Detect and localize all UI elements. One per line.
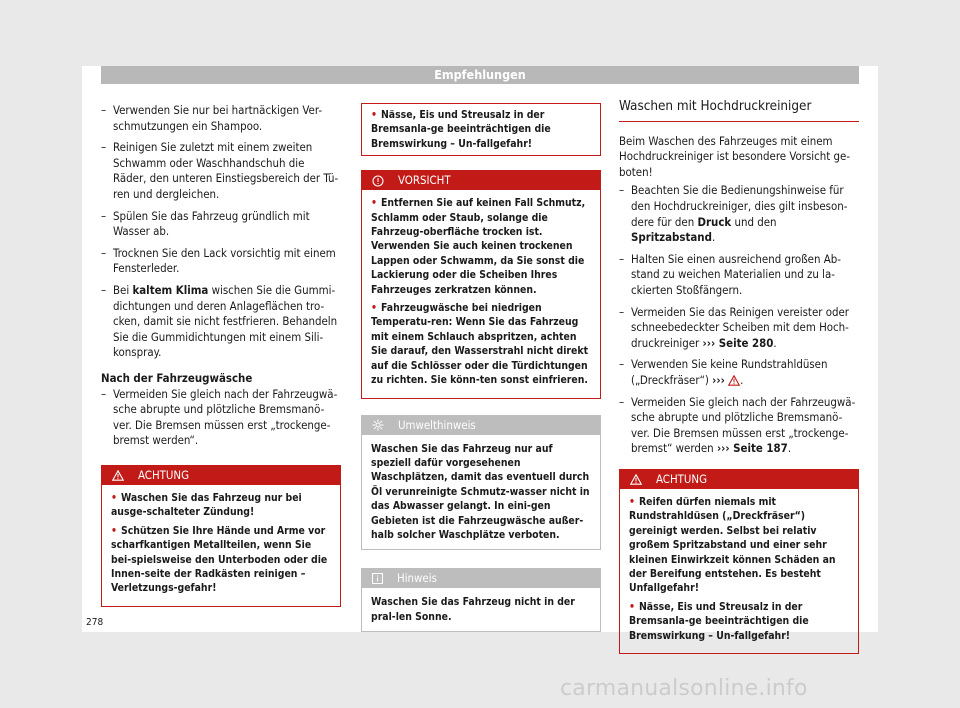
text: Nässe, Eis und Streusalz in der Bremsanla-ge beeinträchtigen die Bremswirkung – Un-fallgefahr!: [629, 600, 809, 642]
bullet-icon: •: [111, 491, 117, 504]
environment-note-title: Umwelthinweis: [398, 417, 476, 432]
exclamation-circle-icon: [372, 175, 384, 187]
text: Vermeiden Sie das Reinigen vereister oder schneebedeckter Scheiben mit dem Hoch-druckreiniger: [631, 304, 850, 350]
text: .: [787, 441, 792, 456]
text: Nässe, Eis und Streusalz in der Bremsanla-ge beeinträchtigen die Bremswirkung – Un-fallgefahr!: [371, 109, 551, 150]
bold-text: Druck: [697, 214, 732, 229]
text: Beachten Sie die Bedienungshinweise für den Hochdruckreiniger, dies gilt insbeson-dere für den: [631, 183, 848, 229]
page-number: 278: [86, 617, 104, 628]
list-item: – Vermeiden Sie gleich nach der Fahrzeugwä-sche abrupte und plötzliche Bremsmanö-ver. Die Bremsen müssen erst „trockenge-bremst werden“.: [101, 387, 341, 449]
hint-title-bar: [362, 569, 600, 588]
warning-point: [629, 495, 849, 596]
warning-triangle-icon: [630, 474, 642, 485]
leaf-flower-icon: [372, 419, 384, 431]
text: und den: [731, 214, 777, 229]
list-item: [619, 183, 859, 245]
text: Waschen Sie das Fahrzeug nur auf speziell dafür vorgesehenen Waschplätzen, damit das eventuell durch Öl verunreinigte Schmutz-wasser nicht in das Abwasser gelangt. In eini-gen Gebieten ist die Fahrzeugwäsche außer-halb solcher Waschplätze verboten.: [371, 442, 590, 541]
environment-note-title-bar: [362, 416, 600, 435]
instruction-list: [101, 103, 341, 361]
list-item: [619, 395, 859, 457]
warning-box-title: [102, 466, 340, 485]
info-square-icon: [372, 573, 383, 584]
column-middle: [361, 103, 601, 632]
text: wischen Sie die Gummi-dichtungen und deren Anlageflächen tro-cken, damit sie nicht festfrieren. Behandeln Sie die Gummidichtungen mit einem Sili-konspray.: [113, 282, 338, 360]
list-item: – Reinigen Sie zuletzt mit einem zweiten Schwamm oder Waschhandschuh die Räder, den unteren Einstiegsbereich der Tü-ren und dergleichen.: [101, 140, 341, 202]
text: .: [711, 230, 716, 245]
page-reference-link[interactable]: ››› Seite 187: [716, 441, 788, 456]
watermark: carmanualsonline.info: [560, 676, 808, 701]
bullet-icon: •: [111, 524, 117, 537]
column-left: [101, 103, 341, 607]
list-item: – Spülen Sie das Fahrzeug gründlich mit Wasser ab.: [101, 209, 341, 240]
text: Verwenden Sie keine Rundstrahldüsen („Dreckfräser“): [631, 357, 828, 387]
list-item: [619, 357, 859, 388]
text: Bei: [113, 282, 133, 297]
warning-point: [111, 524, 331, 596]
bullet-icon: •: [629, 495, 635, 508]
warning-title: ACHTUNG: [138, 467, 190, 482]
bold-text: kaltem Klima: [132, 282, 209, 297]
text: Entfernen Sie auf keinen Fall Schmutz, Schlamm oder Staub, solange die Fahrzeug-oberfläche trocken ist. Verwenden Sie auch keinen trockenen Lappen oder Schwamm, da Sie sonst die Lackierung oder die Scheiben Ihres Fahrzeuges zerkratzen können.: [371, 197, 586, 296]
text: .: [773, 335, 777, 350]
list-item: [619, 305, 859, 352]
intro-text: Beim Waschen des Fahrzeuges mit einem Hochdruckreiniger ist besondere Vorsicht ge-boten!: [619, 133, 851, 179]
hint-title: Hinweis: [397, 571, 437, 586]
bullet-icon: •: [371, 109, 377, 121]
column-right: [619, 99, 859, 654]
warning-body: [620, 489, 858, 653]
warning-box: [619, 469, 859, 654]
list-item: – Verwenden Sie nur bei hartnäckigen Ver-schmutzungen ein Shampoo.: [101, 103, 341, 134]
warning-point: [629, 600, 849, 643]
text: Fahrzeugwäsche bei niedrigen Temperatu-ren: Wenn Sie das Fahrzeug mit einem Schlauch abspritzen, achten Sie darauf, den Wasserstrahl nicht direkt auf die Schlösser oder die Türdichtungen zu richten. Sie könn-ten sonst einfrieren.: [371, 302, 589, 387]
warning-reference-link[interactable]: ›››: [712, 372, 725, 387]
page-reference-link[interactable]: ››› Seite 280: [702, 335, 774, 350]
instruction-list: [619, 183, 859, 457]
text: .: [740, 372, 744, 387]
warning-box: [101, 465, 341, 607]
subheading: Nach der Fahrzeugwäsche: [101, 370, 253, 385]
caution-body: [362, 190, 600, 397]
text: Waschen Sie das Fahrzeug nur bei ausge-schalteter Zündung!: [111, 491, 302, 519]
warning-point: [371, 108, 591, 151]
text: Schützen Sie Ihre Hände und Arme vor scharfkantigen Metallteilen, wenn Sie bei-spielsweise den Unterboden oder die Innen-seite der Radkästen reinigen – Verletzungs-gefahr!: [111, 524, 328, 595]
list-item: – Halten Sie einen ausreichend großen Ab-stand zu weichen Materialien und zu la-ckierten Stoßfängern.: [619, 252, 859, 299]
warning-title: ACHTUNG: [656, 471, 708, 486]
instruction-list: [101, 387, 341, 449]
bullet-icon: •: [371, 302, 377, 315]
page-header: Empfehlungen: [101, 66, 859, 84]
warning-continuation-box: [361, 103, 601, 156]
text: Vermeiden Sie gleich nach der Fahrzeugwä-sche abrupte und plötzliche Bremsmanö-ver. Die Bremsen müssen erst „trockenge-bremst“ werden: [631, 394, 856, 456]
caution-point: [371, 196, 591, 297]
list-item: – Trocknen Sie den Lack vorsichtig mit einem Fensterleder.: [101, 246, 341, 277]
bullet-icon: •: [629, 600, 635, 613]
caution-box-title: [362, 171, 600, 190]
warning-body: [362, 104, 600, 155]
bullet-icon: •: [371, 197, 377, 210]
hint-box: [361, 568, 601, 632]
environment-note-body: [362, 435, 600, 550]
section-title: Waschen mit Hochdruckreiniger: [619, 99, 859, 122]
warning-box-title: [620, 470, 858, 489]
environment-note-box: [361, 415, 601, 551]
warning-point: [111, 491, 331, 520]
warning-triangle-icon: [112, 470, 124, 481]
list-item: [101, 283, 341, 361]
bold-text: Spritzabstand: [631, 230, 712, 245]
hint-body: [362, 588, 600, 631]
text: Reifen dürfen niemals mit Rundstrahldüsen („Dreckfräser“) gereinigt werden. Selbst bei relativ großem Spritzabstand und einer sehr kleinen Einwirkzeit können Schäden an der Bereifung entstehen. Es besteht Unfallgefahr!: [629, 495, 836, 595]
caution-title: VORSICHT: [398, 173, 451, 188]
warning-body: [102, 485, 340, 606]
warning-triangle-icon: [728, 375, 740, 386]
caution-box: [361, 170, 601, 398]
text: Waschen Sie das Fahrzeug nicht in der pral-len Sonne.: [371, 596, 575, 623]
caution-point: [371, 301, 591, 387]
